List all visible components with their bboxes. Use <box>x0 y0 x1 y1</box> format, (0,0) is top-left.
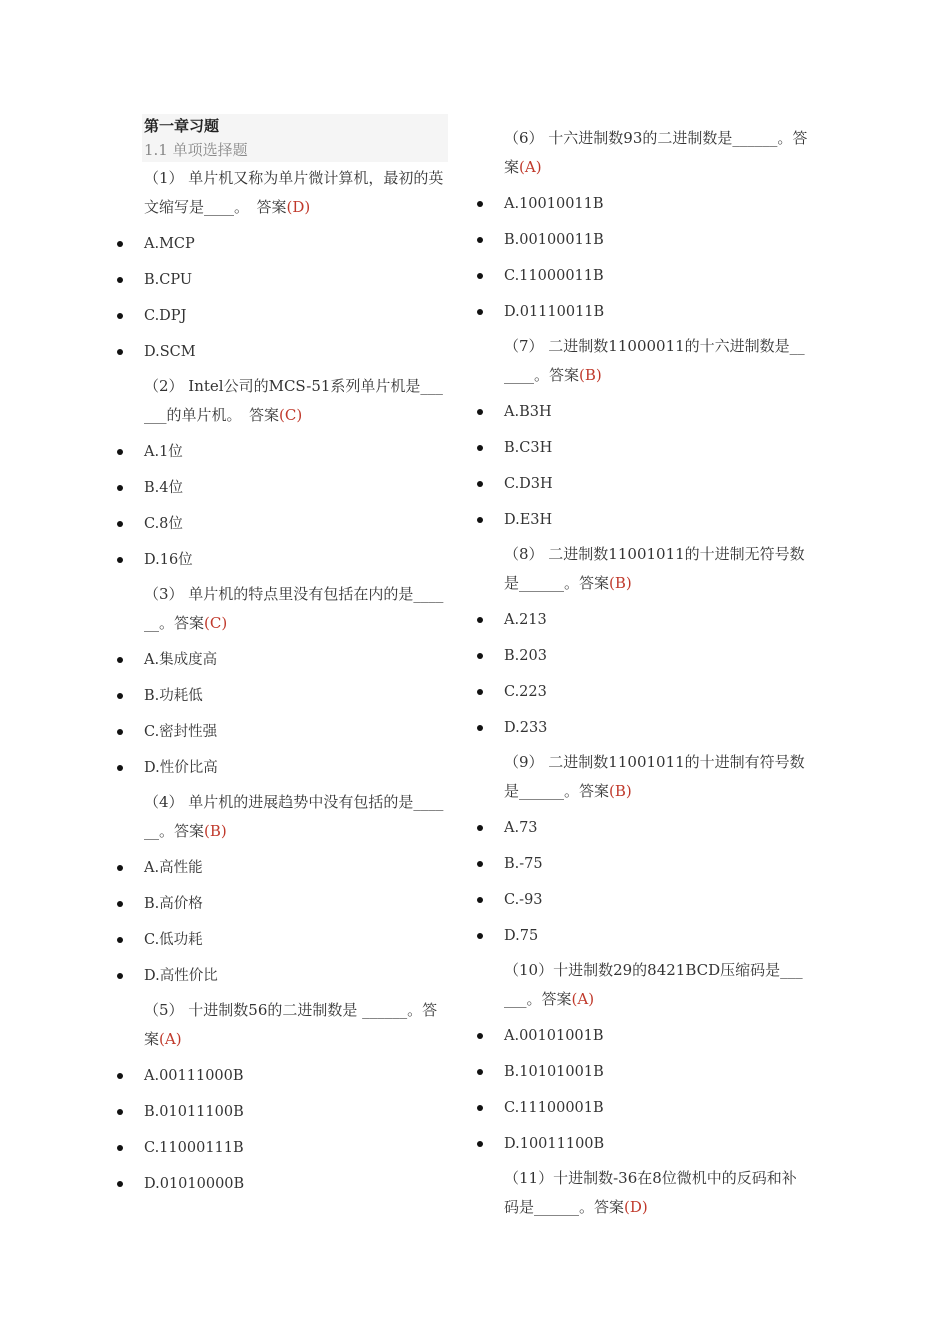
question-stem: （9） 二进制数11001011的十进制有符号数是______。答案 <box>504 753 805 800</box>
question-stem: （5） 十进制数56的二进制数是 ______。答案 <box>144 1001 438 1048</box>
question-stem: （7） 二进制数11000011的十六进制数是______。答案 <box>504 337 805 384</box>
option-item: C.-93 <box>504 882 808 918</box>
left-question-list <box>144 164 448 1202</box>
option-item: A.00101001B <box>504 1018 808 1054</box>
option-item: C.DPJ <box>144 298 448 334</box>
question-text <box>504 956 808 1014</box>
answer-key: (A) <box>159 1030 182 1048</box>
right-question-list <box>504 124 808 1222</box>
question-stem: （1） 单片机又称为单片微计算机，最初的英文缩写是____。 答案 <box>144 169 444 216</box>
answer-key: (B) <box>204 822 227 840</box>
option-item: B.01011100B <box>144 1094 448 1130</box>
answer-key: (C) <box>279 406 303 424</box>
option-item: B.4位 <box>144 470 448 506</box>
option-item: D.01010000B <box>144 1166 448 1202</box>
answer-key: (B) <box>579 366 602 384</box>
option-item: B.C3H <box>504 430 808 466</box>
option-item: D.16位 <box>144 542 448 578</box>
option-item: D.01110011B <box>504 294 808 330</box>
answer-key: (C) <box>204 614 228 632</box>
option-item: B.CPU <box>144 262 448 298</box>
answer-key: (B) <box>609 782 632 800</box>
option-item: D.75 <box>504 918 808 954</box>
option-item: C.低功耗 <box>144 922 448 958</box>
question-text <box>144 788 448 846</box>
answer-key: (A) <box>519 158 542 176</box>
option-item: C.8位 <box>144 506 448 542</box>
question-stem: （8） 二进制数11001011的十进制无符号数是______。答案 <box>504 545 805 592</box>
question-stem: （6） 十六进制数93的二进制数是______。答案 <box>504 129 808 176</box>
option-item: B.-75 <box>504 846 808 882</box>
option-item: A.B3H <box>504 394 808 430</box>
option-list <box>144 850 448 994</box>
option-list <box>144 642 448 786</box>
option-list <box>144 226 448 370</box>
question-block <box>144 996 448 1202</box>
answer-key: (B) <box>609 574 632 592</box>
question-block <box>504 748 808 954</box>
option-item: D.233 <box>504 710 808 746</box>
question-text <box>504 540 808 598</box>
option-item: A.213 <box>504 602 808 638</box>
question-text <box>144 164 448 222</box>
option-item: B.功耗低 <box>144 678 448 714</box>
question-stem: （2） Intel公司的MCS-51系列单片机是______的单片机。 答案 <box>144 377 443 424</box>
heading-block <box>142 114 448 162</box>
question-block <box>504 124 808 330</box>
option-item: A.MCP <box>144 226 448 262</box>
question-stem: （3） 单片机的特点里没有包括在内的是______。答案 <box>144 585 444 632</box>
option-item: D.SCM <box>144 334 448 370</box>
option-item: A.1位 <box>144 434 448 470</box>
option-list <box>504 810 808 954</box>
question-text <box>144 372 448 430</box>
option-item: C.11100001B <box>504 1090 808 1126</box>
section-title: 1.1 单项选择题 <box>144 141 248 159</box>
question-block <box>144 372 448 578</box>
chapter-title: 第一章习题 <box>144 117 220 135</box>
question-stem: （11）十进制数-36在8位微机中的反码和补码是______。答案 <box>504 1169 797 1216</box>
option-item: C.11000011B <box>504 258 808 294</box>
option-list <box>504 186 808 330</box>
option-item: B.00100011B <box>504 222 808 258</box>
answer-key: (A) <box>571 990 595 1008</box>
right-column <box>504 122 808 1226</box>
option-item: A.73 <box>504 810 808 846</box>
question-text <box>504 124 808 182</box>
option-item: C.223 <box>504 674 808 710</box>
option-item: A.集成度高 <box>144 642 448 678</box>
question-block <box>144 580 448 786</box>
question-stem: （10）十进制数29的8421BCD压缩码是______。答案 <box>504 961 803 1008</box>
question-text <box>504 748 808 806</box>
option-item: D.E3H <box>504 502 808 538</box>
question-text <box>504 1164 808 1222</box>
left-column <box>144 114 448 1202</box>
question-text <box>504 332 808 390</box>
option-item: A.00111000B <box>144 1058 448 1094</box>
option-list <box>504 394 808 538</box>
option-item: C.密封性强 <box>144 714 448 750</box>
option-list <box>504 602 808 746</box>
answer-key: (D) <box>624 1198 648 1216</box>
option-list <box>504 1018 808 1162</box>
question-block <box>504 1164 808 1222</box>
option-list <box>144 1058 448 1202</box>
option-item: A.高性能 <box>144 850 448 886</box>
question-block <box>504 332 808 538</box>
option-item: A.10010011B <box>504 186 808 222</box>
question-block <box>504 956 808 1162</box>
question-stem: （4） 单片机的进展趋势中没有包括的是______。答案 <box>144 793 444 840</box>
option-item: C.11000111B <box>144 1130 448 1166</box>
answer-key: (D) <box>286 198 311 216</box>
option-item: B.203 <box>504 638 808 674</box>
option-item: D.高性价比 <box>144 958 448 994</box>
option-item: D.性价比高 <box>144 750 448 786</box>
question-block <box>144 788 448 994</box>
question-block <box>504 540 808 746</box>
question-text <box>144 996 448 1054</box>
option-item: B.高价格 <box>144 886 448 922</box>
option-item: C.D3H <box>504 466 808 502</box>
option-item: B.10101001B <box>504 1054 808 1090</box>
option-list <box>144 434 448 578</box>
question-block <box>144 164 448 370</box>
option-item: D.10011100B <box>504 1126 808 1162</box>
question-text <box>144 580 448 638</box>
